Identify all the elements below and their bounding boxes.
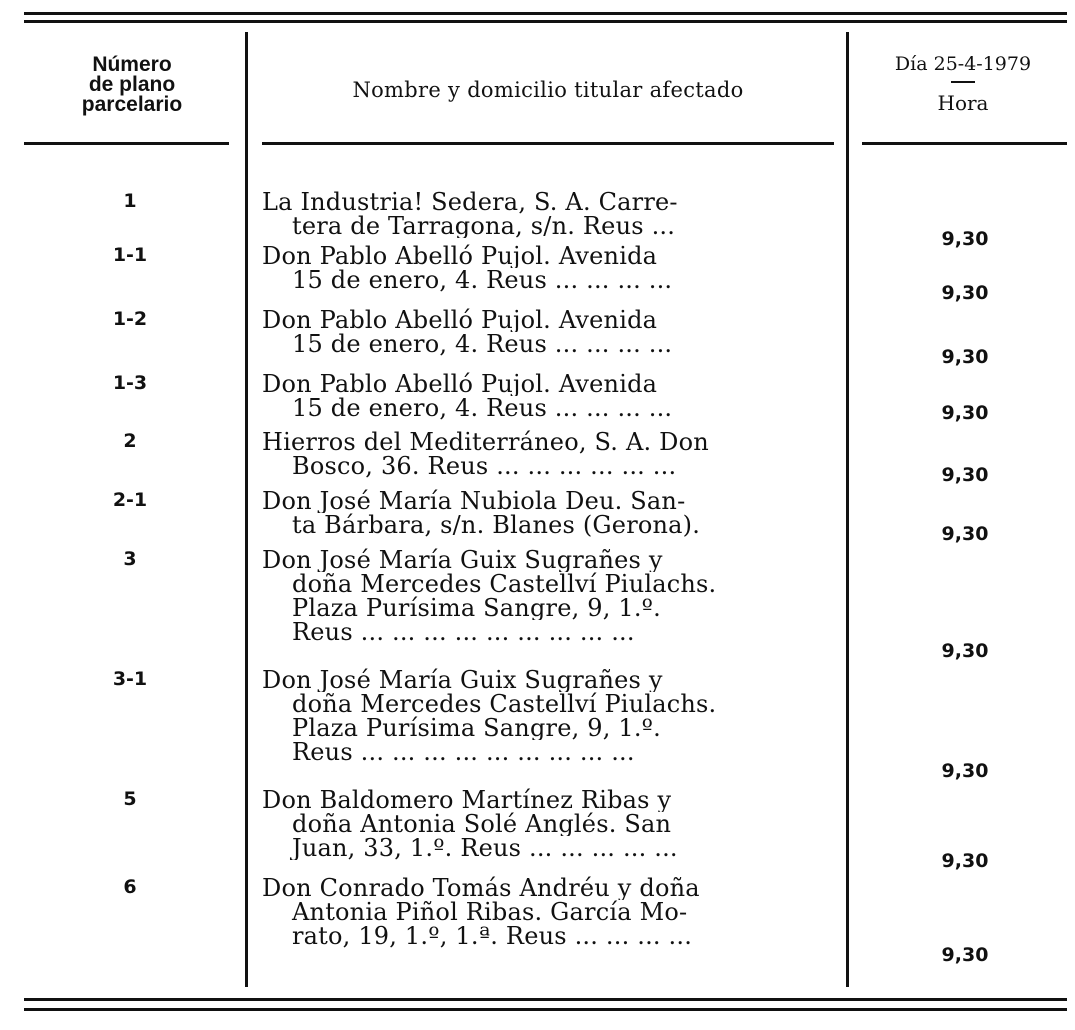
hour-value: 9,30	[941, 523, 989, 545]
owner-line: Antonia Piñol Ribas. García Mo-	[292, 900, 688, 924]
plan-number: 2-1	[112, 489, 148, 511]
owner-entry	[262, 788, 834, 860]
plan-number: 1	[123, 190, 137, 212]
owner-line: ta Bárbara, s/n. Blanes (Gerona).	[292, 513, 701, 537]
bottom-rule-inner	[24, 1008, 1067, 1011]
header-underline-col1	[24, 142, 229, 145]
top-rule-inner	[24, 20, 1067, 23]
header-date-hour	[858, 54, 1068, 113]
owner-line: Reus ... ... ... ... ... ... ... ... ...	[292, 740, 635, 764]
owner-line: Plaza Purísima Sangre, 9, 1.º.	[292, 716, 661, 740]
plan-number: 1-3	[112, 372, 148, 394]
owner-line: doña Antonia Solé Anglés. San	[292, 812, 672, 836]
header-date: Día 25-4-1979	[894, 53, 1032, 75]
owner-line: Don Pablo Abelló Pujol. Avenida	[262, 308, 658, 332]
hour-value: 9,30	[941, 228, 989, 250]
owner-entry	[262, 372, 834, 420]
owner-entry	[262, 190, 834, 238]
owner-line: Reus ... ... ... ... ... ... ... ... ...	[292, 620, 635, 644]
plan-number: 3	[123, 548, 137, 570]
plan-number: 2	[123, 430, 137, 452]
column-divider-right	[846, 32, 849, 987]
owner-line: Don José María Guix Sugrañes y	[262, 548, 663, 572]
bottom-rule-outer	[24, 998, 1067, 1001]
owner-entry	[262, 308, 834, 356]
owner-entry	[262, 876, 834, 948]
top-rule-outer	[24, 12, 1067, 15]
owner-entry	[262, 244, 834, 292]
owner-line: doña Mercedes Castellví Piulachs.	[292, 572, 717, 596]
owner-line: Bosco, 36. Reus ... ... ... ... ... ...	[292, 454, 677, 478]
hour-value: 9,30	[941, 402, 989, 424]
owner-line: Juan, 33, 1.º. Reus ... ... ... ... ...	[292, 836, 678, 860]
owner-line: tera de Tarragona, s/n. Reus ...	[292, 214, 676, 238]
owner-line: Don Pablo Abelló Pujol. Avenida	[262, 244, 658, 268]
owner-line: Don José María Nubiola Deu. San-	[262, 489, 686, 513]
owner-line: Hierros del Mediterráneo, S. A. Don	[262, 430, 709, 454]
hour-value: 9,30	[941, 464, 989, 486]
hour-value: 9,30	[941, 944, 989, 966]
owner-line: La Industria! Sedera, S. A. Carre-	[262, 190, 678, 214]
owner-line: 15 de enero, 4. Reus ... ... ... ...	[292, 396, 673, 420]
plan-number: 3-1	[112, 668, 148, 690]
hour-value: 9,30	[941, 346, 989, 368]
owner-entry	[262, 430, 834, 478]
owner-entry	[262, 548, 834, 644]
plan-number: 1-1	[112, 244, 148, 266]
hour-value: 9,30	[941, 760, 989, 782]
hour-value: 9,30	[941, 282, 989, 304]
owner-entry	[262, 668, 834, 764]
hour-value: 9,30	[941, 850, 989, 872]
column-divider-left	[245, 32, 248, 987]
plan-number: 5	[123, 788, 137, 810]
owner-entry	[262, 489, 834, 537]
owner-line: 15 de enero, 4. Reus ... ... ... ...	[292, 332, 673, 356]
owner-line: Plaza Purísima Sangre, 9, 1.º.	[292, 596, 661, 620]
header-plan-number	[42, 55, 222, 115]
header-underline-col2	[262, 142, 834, 145]
owner-line: rato, 19, 1.º, 1.ª. Reus ... ... ... ...	[292, 924, 693, 948]
header-dash	[951, 81, 975, 83]
header-owner-name: Nombre y domicilio titular afectado	[352, 78, 744, 102]
hour-value: 9,30	[941, 640, 989, 662]
owner-line: Don José María Guix Sugrañes y	[262, 668, 663, 692]
header-plan-number-line1: Número	[92, 53, 172, 76]
header-plan-number-line3: parcelario	[81, 93, 183, 116]
owner-line: Don Conrado Tomás Andréu y doña	[262, 876, 700, 900]
plan-number: 6	[123, 876, 137, 898]
plan-number: 1-2	[112, 308, 148, 330]
owner-line: doña Mercedes Castellví Piulachs.	[292, 692, 717, 716]
header-underline-col3	[862, 142, 1067, 145]
header-hour: Hora	[937, 91, 989, 115]
owner-line: 15 de enero, 4. Reus ... ... ... ...	[292, 268, 673, 292]
owner-line: Don Pablo Abelló Pujol. Avenida	[262, 372, 658, 396]
header-plan-number-line2: de plano	[88, 73, 176, 96]
owner-line: Don Baldomero Martínez Ribas y	[262, 788, 672, 812]
